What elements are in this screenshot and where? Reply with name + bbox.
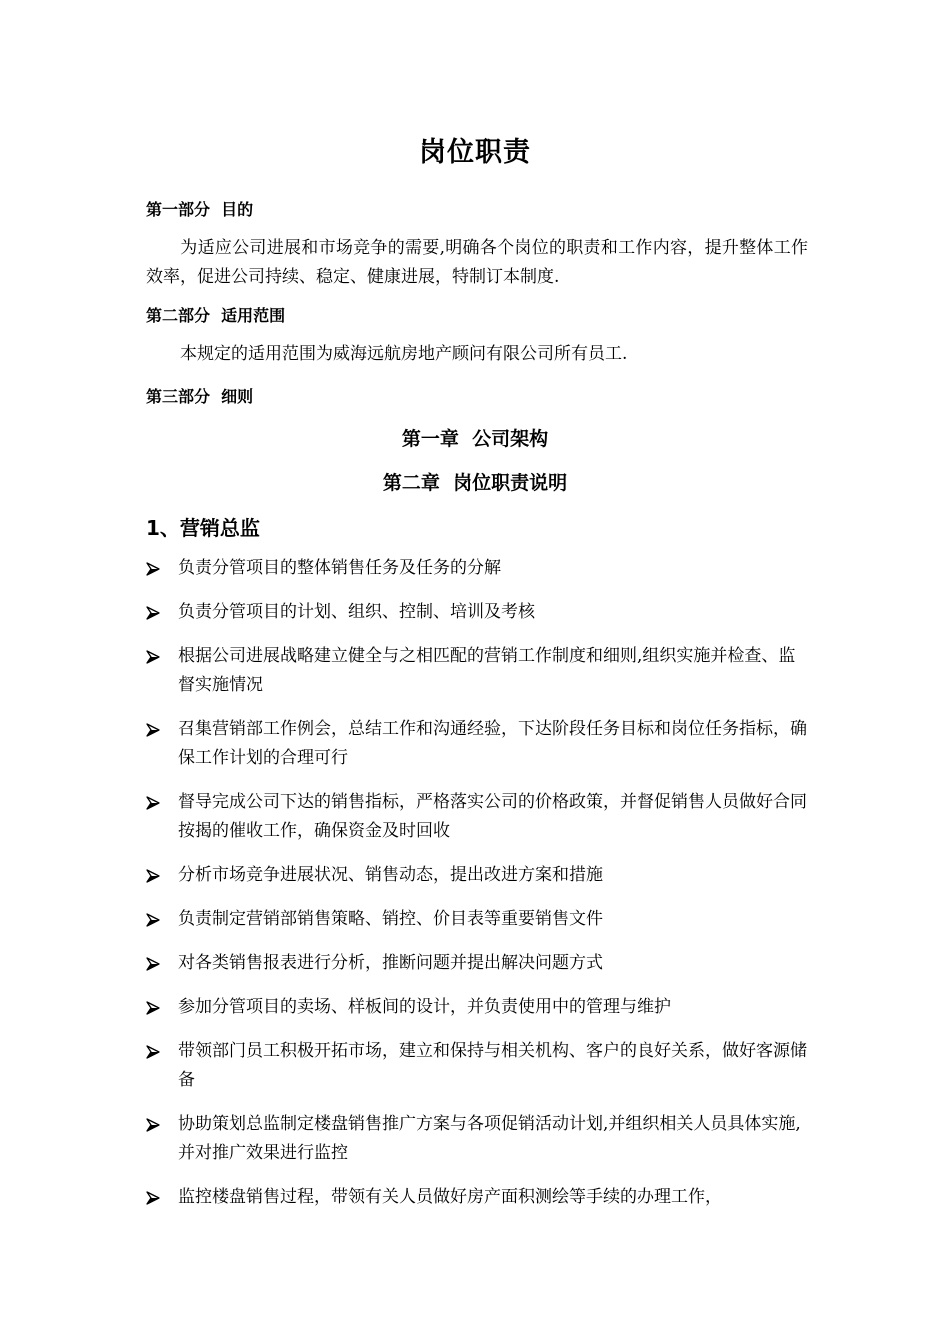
arrow-bullet-icon (146, 1118, 160, 1132)
part2-body (146, 340, 808, 369)
duty-text: 协助策划总监制定楼盘销售推广方案与各项促销活动计划,并组织相关人员具体实施,并对推广效果进行监控 (178, 1114, 801, 1163)
duty-item (146, 788, 808, 846)
duty-text: 督导完成公司下达的销售指标，严格落实公司的价格政策，并督促销售人员做好合同按揭的催收工作，确保资金及时回收 (178, 792, 807, 841)
arrow-bullet-icon (146, 1045, 160, 1059)
duty-item (146, 1183, 808, 1212)
duty-text: 根据公司进展战略建立健全与之相匹配的营销工作制度和细则,组织实施并检查、监督实施情况 (178, 646, 796, 695)
duty-item (146, 642, 808, 700)
arrow-bullet-icon (146, 869, 160, 883)
duty-text: 监控楼盘销售过程，带领有关人员做好房产面积测绘等手续的办理工作， (178, 1187, 722, 1207)
duty-item (146, 949, 808, 978)
duty-item (146, 905, 808, 934)
arrow-bullet-icon (146, 606, 160, 620)
arrow-bullet-icon (146, 957, 160, 971)
role-heading: 1、营销总监 (146, 516, 260, 540)
duty-item (146, 598, 808, 627)
part2-heading: 第二部分 适用范围 (146, 306, 286, 325)
duty-text: 分析市场竞争进展状况、销售动态，提出改进方案和措施 (178, 865, 603, 885)
duty-text: 召集营销部工作例会，总结工作和沟通经验，下达阶段任务目标和岗位任务指标，确保工作计划的合理可行 (178, 719, 807, 768)
arrow-bullet-icon (146, 650, 160, 664)
chapter2-heading: 第二章 岗位职责说明 (382, 472, 568, 494)
arrow-bullet-icon (146, 562, 160, 576)
duty-item (146, 715, 808, 773)
part1-body (146, 234, 808, 292)
duty-text: 负责分管项目的整体销售任务及任务的分解 (178, 558, 501, 578)
part2-body-text: 本规定的适用范围为威海远航房地产顾问有限公司所有员工. (180, 344, 628, 364)
arrow-bullet-icon (146, 723, 160, 737)
document-title: 岗位职责 (419, 137, 531, 168)
duty-text: 负责制定营销部销售策略、销控、价目表等重要销售文件 (178, 909, 603, 929)
duty-item (146, 554, 808, 583)
arrow-bullet-icon (146, 796, 160, 810)
part3-heading: 第三部分 细则 (146, 387, 254, 406)
part1-heading: 第一部分 目的 (146, 200, 254, 219)
duty-text: 对各类销售报表进行分析，推断问题并提出解决问题方式 (178, 953, 603, 973)
duty-item (146, 861, 808, 890)
duty-item (146, 993, 808, 1022)
arrow-bullet-icon (146, 1191, 160, 1205)
duty-text: 带领部门员工积极开拓市场，建立和保持与相关机构、客户的良好关系，做好客源储备 (178, 1041, 807, 1090)
duty-list (146, 554, 808, 1227)
duty-text: 负责分管项目的计划、组织、控制、培训及考核 (178, 602, 535, 622)
arrow-bullet-icon (146, 1001, 160, 1015)
arrow-bullet-icon (146, 913, 160, 927)
part1-body-text: 为适应公司进展和市场竞争的需要,明确各个岗位的职责和工作内容，提升整体工作效率，促进公司持续、稳定、健康进展，特制订本制度. (146, 238, 808, 287)
duty-item (146, 1037, 808, 1095)
chapter1-heading: 第一章 公司架构 (401, 428, 549, 450)
duty-text: 参加分管项目的卖场、样板间的设计，并负责使用中的管理与维护 (178, 997, 671, 1017)
duty-item (146, 1110, 808, 1168)
